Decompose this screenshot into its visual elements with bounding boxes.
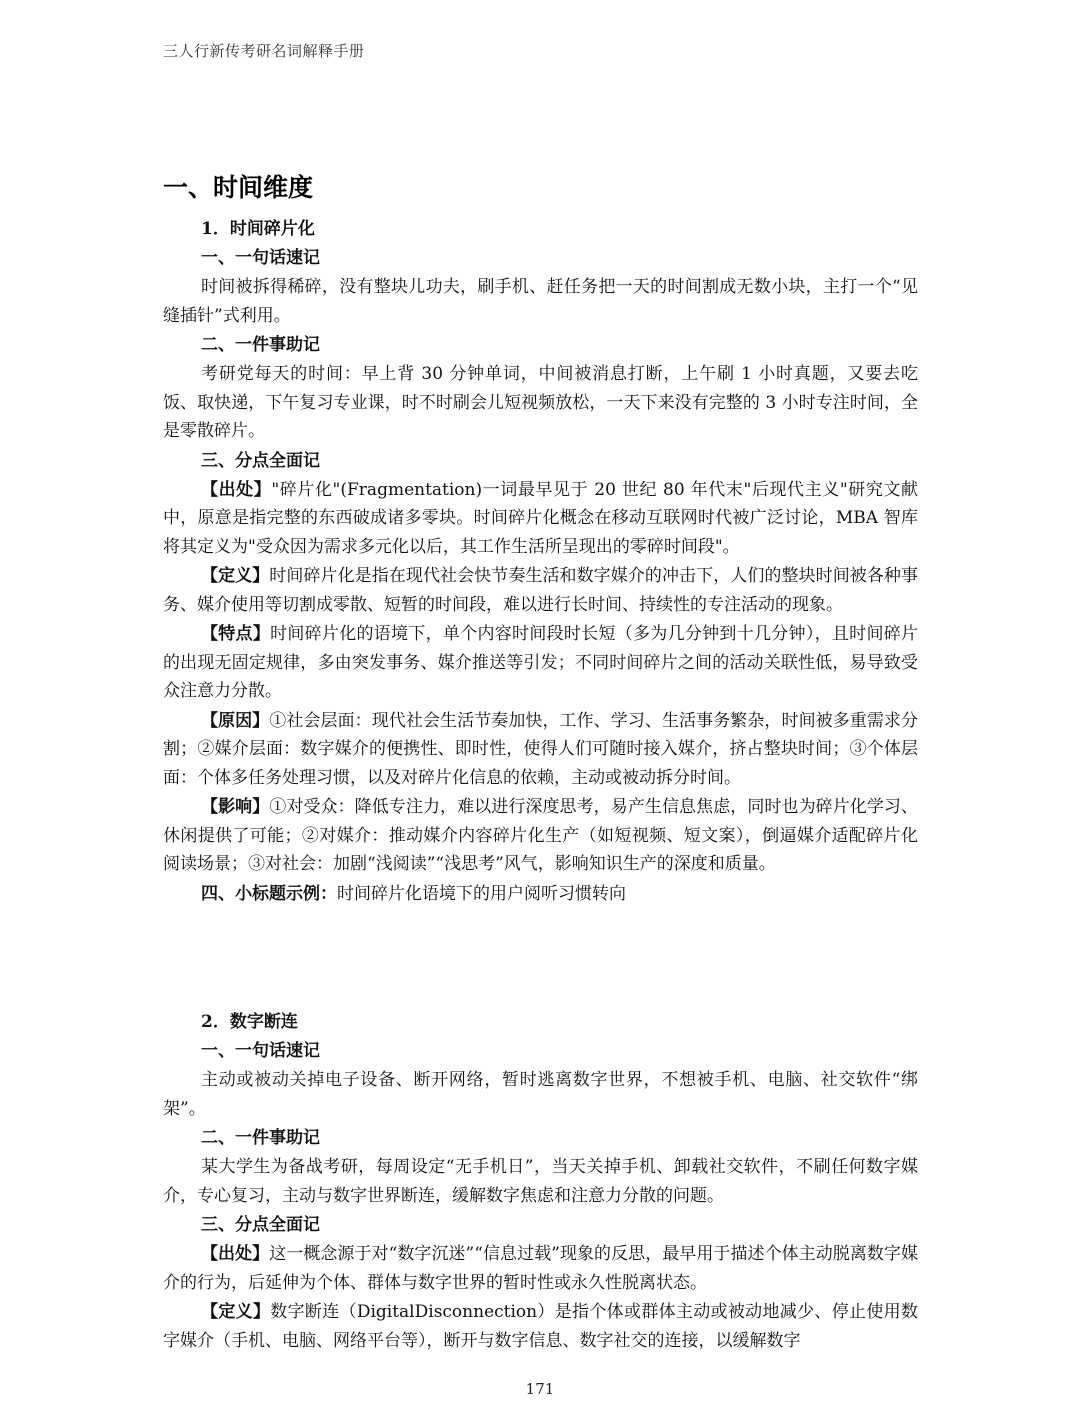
entry-title: 1．时间碎片化	[201, 219, 315, 239]
quick-memo-text: 时间被拆得稀碎，没有整块儿功夫，刷手机、赶任务把一天的时间割成无数小块，主打一个“见缝插针”式利用。	[163, 277, 918, 326]
running-header: 三人行新传考研名词解释手册	[163, 42, 365, 60]
point-tag: 【定义】	[201, 566, 270, 586]
point-definition	[163, 1298, 918, 1355]
point-text: ①社会层面：现代社会生活节奏加快，工作、学习、生活事务繁杂，时间被多重需求分割；②媒介层面：数字媒介的便携性、即时性，使得人们可随时接入媒介，挤占整块时间；③个体层面：个体多任务处理习惯，以及对碎片化信息的依赖，主动或被动拆分时间。	[163, 710, 919, 788]
full-points-heading: 三、分点全面记	[201, 1215, 320, 1235]
entry-digital-disconnection	[163, 1008, 918, 1356]
point-causes	[163, 707, 918, 793]
point-text: ①对受众：降低专注力，难以进行深度思考，易产生信息焦虑，同时也为碎片化学习、休闲提供了可能；②对媒介：推动媒介内容碎片化生产（如短视频、短文案），倒逼媒介适配碎片化阅读场景；③对社会：加剧“浅阅读”“浅思考”风气，影响知识生产的深度和质量。	[163, 797, 919, 874]
chapter-title: 一、时间维度	[163, 173, 314, 202]
subtitle-example-label: 四、小标题示例：	[201, 883, 337, 904]
point-text: "碎片化"(Fragmentation)一词最早见于 20 世纪 80 年代末"后现代主义"研究文献中，原意是指完整的东西破成诸多零块。时间碎片化概念在移动互联网时代被广泛讨论，MBA 智库将其定义为"受众因为需求多元化以后，其工作生活所呈现出的零碎时间段"。	[163, 479, 918, 557]
quick-memo-heading: 一、一句话速记	[201, 1041, 320, 1061]
quick-memo-text: 主动或被动关掉电子设备、断开网络，暂时逃离数字世界，不想被手机、电脑、社交软件“绑架”。	[163, 1070, 918, 1119]
story-memo-text: 考研党每天的时间：早上背 30 分钟单词，中间被消息打断，上午刷 1 小时真题，又要去吃饭、取快递，下午复习专业课，时不时刷会儿短视频放松，一天下来没有完整的 3 小时专注时间，全是零散碎片。	[163, 364, 918, 441]
page-number: 171	[525, 1380, 555, 1398]
story-memo-text: 某大学生为备战考研，每周设定“无手机日”，当天关掉手机、卸载社交软件，不刷任何数字媒介，专心复习，主动与数字世界断连，缓解数字焦虑和注意力分散的问题。	[163, 1157, 918, 1206]
point-impact	[163, 793, 918, 879]
point-tag: 【影响】	[201, 797, 270, 817]
subtitle-example-text: 时间碎片化语境下的用户阅听习惯转向	[337, 883, 626, 904]
point-features	[163, 620, 918, 706]
point-tag: 【原因】	[201, 710, 270, 731]
point-tag: 【出处】	[201, 479, 272, 500]
entry-title: 2．数字断连	[201, 1012, 298, 1032]
entry-time-fragmentation	[163, 215, 918, 909]
point-text: 时间碎片化的语境下，单个内容时间段时长短（多为几分钟到十几分钟），且时间碎片的出现无固定规律，多由突发事务、媒介推送等引发；不同时间碎片之间的活动关联性低，易导致受众注意力分散。	[163, 624, 919, 701]
point-text: 数字断连（DigitalDisconnection）是指个体或群体主动或被动地减少、停止使用数字媒介（手机、电脑、网络平台等），断开与数字信息、数字社交的连接，以缓解数字	[163, 1302, 918, 1351]
point-text: 这一概念源于对“数字沉迷”“信息过载”现象的反思，最早用于描述个体主动脱离数字媒介的行为，后延伸为个体、群体与数字世界的暂时性或永久性脱离状态。	[163, 1244, 919, 1293]
story-memo-heading: 二、一件事助记	[201, 335, 320, 355]
point-definition	[163, 562, 918, 619]
point-origin	[163, 1240, 918, 1297]
subtitle-example	[163, 880, 918, 909]
story-memo-heading: 二、一件事助记	[201, 1128, 320, 1148]
point-tag: 【特点】	[201, 624, 271, 644]
point-tag: 【定义】	[201, 1302, 271, 1322]
quick-memo-heading: 一、一句话速记	[201, 248, 320, 268]
point-origin	[163, 476, 918, 562]
point-text: 时间碎片化是指在现代社会快节奏生活和数字媒介的冲击下，人们的整块时间被各种事务、媒介使用等切割成零散、短暂的时间段，难以进行长时间、持续性的专注活动的现象。	[163, 566, 919, 615]
full-points-heading: 三、分点全面记	[201, 450, 320, 471]
point-tag: 【出处】	[201, 1244, 270, 1264]
